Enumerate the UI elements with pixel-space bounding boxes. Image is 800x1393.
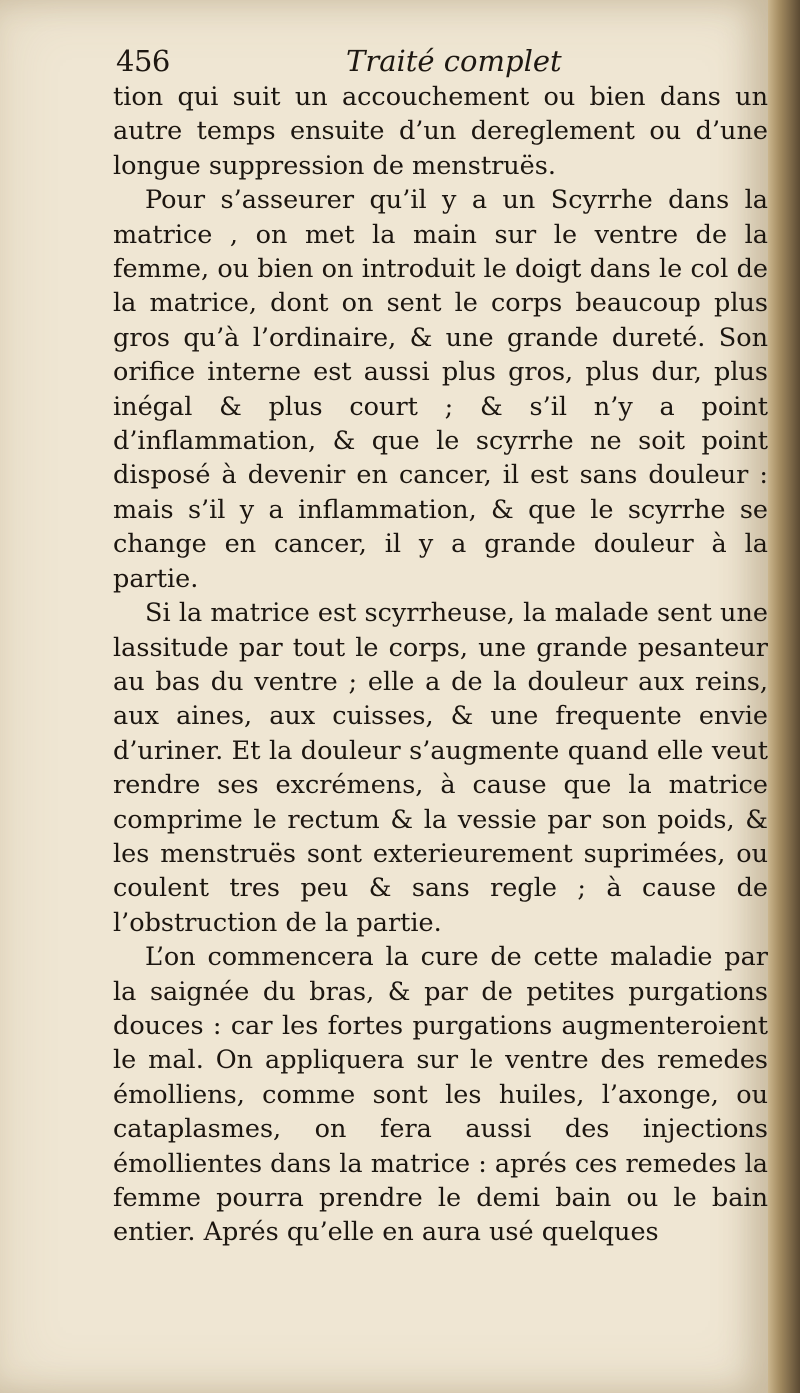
paragraph-treatment: L’on commencera la cure de cette maladie par la saignée du bras, & par de petites purgations douces : car les fortes purgations augmenteroient le mal. On appliquera sur le ventre des remedes émolliens, comme sont les huiles, l’axonge, ou cataplasmes, on fera aussi des injections émollientes dans la matrice : aprés ces remedes la femme pourra prendre le demi bain ou le bain entier. Aprés qu’elle en aura usé quelques [113,942,768,1248]
page-edge [768,0,800,1393]
paragraph-diagnosis: Pour s’asseurer qu’il y a un Scyrrhe dans la matrice , on met la main sur le ventre de la femme, ou bien on introduit le doigt dans le col de la matrice, dont on sent le corps beaucoup plus gros qu’à l’ordinaire, & une grande dureté. Son orifice interne est aussi plus gros, plus dur, plus inégal & plus court ; & s’il n’y a point d’inflammation, & que le scyrrhe ne soit point disposé à devenir en cancer, il est sans douleur : mais s’il y a inflammation, & que le scyrrhe se change en cancer, il y a grande douleur à la partie. [113,185,768,594]
running-title: Traité complet [346,44,562,78]
paragraph-symptoms: Si la matrice est scyrrheuse, la malade sent une lassitude par tout le corps, une grande pesanteur au bas du ventre ; elle a de la douleur aux reins, aux aines, aux cuisses, & une frequente envie d’uriner. Et la douleur s’augmente quand elle veut rendre ses excrémens, à cause que la matrice comprime le rectum & la vessie par son poids, & les menstruës sont exterieurement suprimées, ou coulent tres peu & sans regle ; à cause de l’obstruction de la partie. [113,598,768,938]
body-text [113,80,768,1250]
paragraph-continuation: tion qui suit un accouchement ou bien dans un autre temps ensuite d’un dereglement ou d’une longue suppression de menstruës. [113,82,768,181]
page-number: 456 [116,44,170,78]
